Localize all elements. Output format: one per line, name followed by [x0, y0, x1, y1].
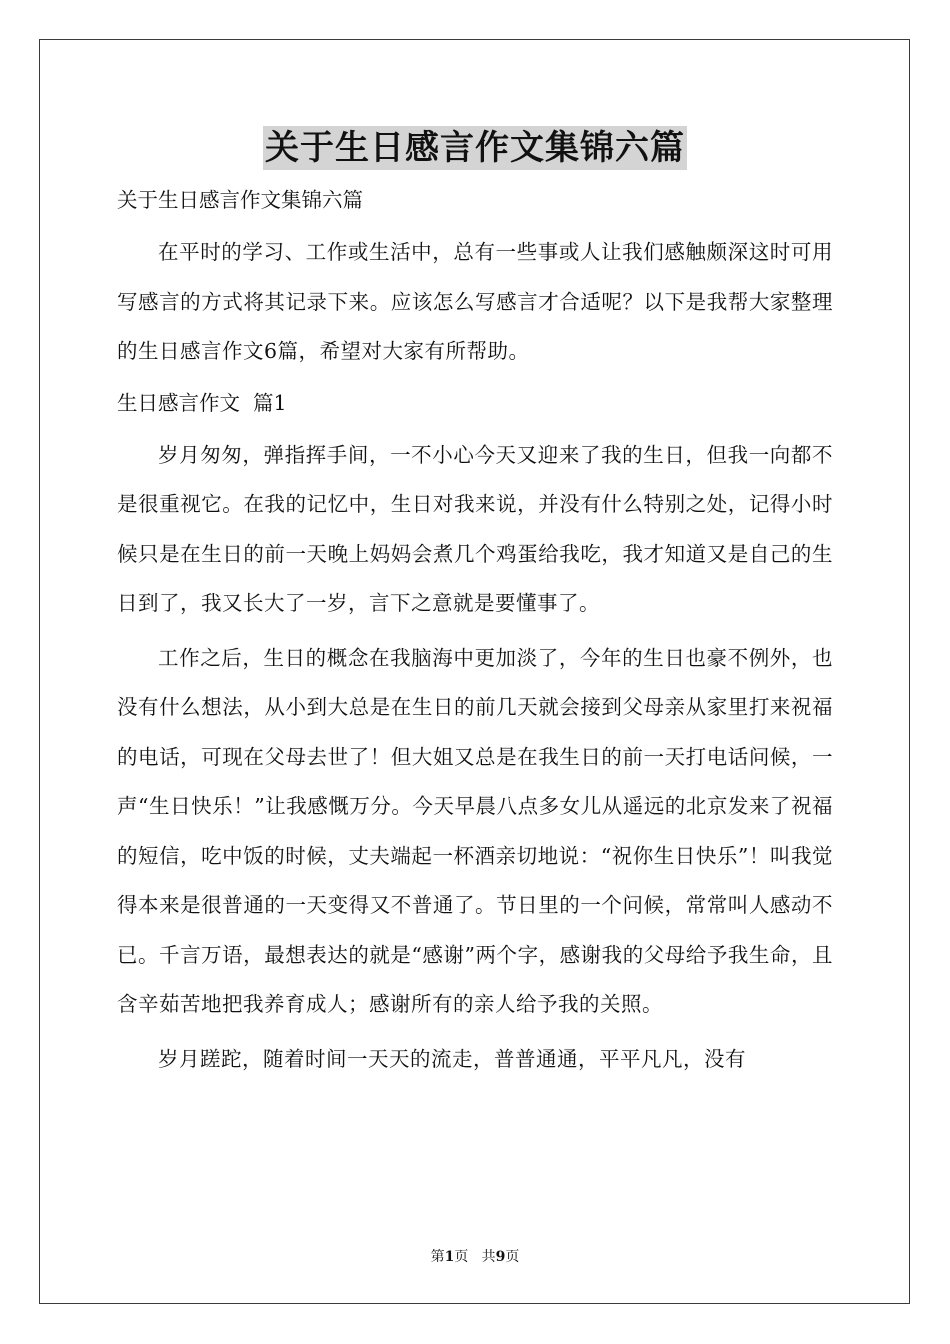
- footer-page-suffix: 页: [454, 1249, 469, 1265]
- document-title-text: 关于生日感言作文集锦六篇: [265, 128, 685, 168]
- page-footer: [0, 1246, 950, 1266]
- footer-total-prefix: 共: [481, 1249, 496, 1265]
- body-paragraph-1: 岁月匆匆，弹指挥手间，一不小心今天又迎来了我的生日，但我一向都不是很重视它。在我的记忆中，生日对我来说，并没有什么特别之处，记得小时候只是在生日的前一天晚上妈妈会煮几个鸡蛋给我吃，我才知道又是自己的生日到了，我又长大了一岁，言下之意就是要懂事了。: [117, 442, 833, 615]
- intro-paragraph: 在平时的学习、工作或生活中，总有一些事或人让我们感触颇深这时可用写感言的方式将其记录下来。应该怎么写感言才合适呢？以下是我帮大家整理的生日感言作文6篇，希望对大家有所帮助。: [117, 240, 833, 363]
- document-body: [117, 180, 833, 1084]
- body-paragraph-3: 岁月蹉跎，随着时间一天天的流走，普普通通，平平凡凡，没有: [158, 1046, 746, 1071]
- document-subtitle: 关于生日感言作文集锦六篇: [117, 188, 363, 212]
- document-title: [0, 126, 950, 170]
- footer-prefix: 第: [430, 1249, 445, 1265]
- footer-total-pages: 9: [495, 1249, 506, 1265]
- footer-total-suffix: 页: [505, 1249, 520, 1265]
- body-paragraph-2: 工作之后，生日的概念在我脑海中更加淡了，今年的生日也豪不例外，也没有什么想法，从小到大总是在生日的前几天就会接到父母亲从家里打来祝福的电话，可现在父母去世了！但大姐又总是在我生日的前一天打电话问候，一声“生日快乐！”让我感慨万分。今天早晨八点多女儿从遥远的北京发来了祝福的短信，吃中饭的时候，丈夫端起一杯酒亲切地说：“祝你生日快乐”！叫我觉得本来是很普通的一天变得又不普通了。节日里的一个问候，常常叫人感动不已。千言万语，最想表达的就是“感谢”两个字，感谢我的父母给予我生命，且含辛茹苦地把我养育成人；感谢所有的亲人给予我的关照。: [117, 645, 833, 1016]
- footer-page-number: 1: [444, 1249, 455, 1265]
- section-heading: 生日感言作文 篇1: [117, 390, 287, 415]
